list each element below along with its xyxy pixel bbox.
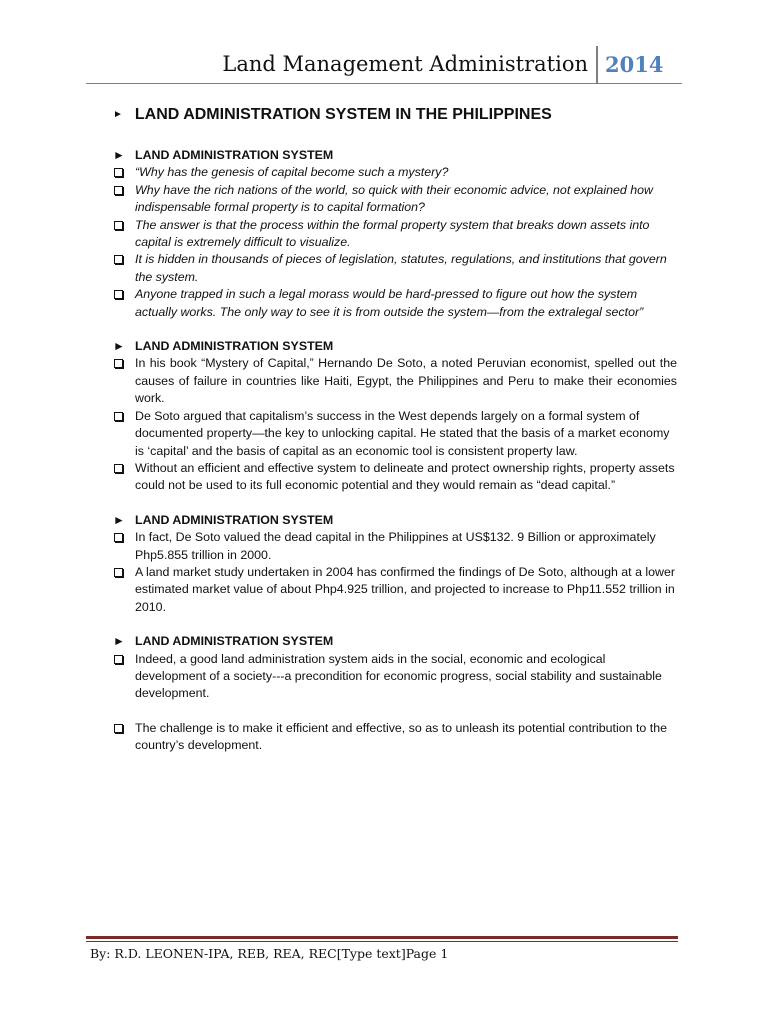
header-separator <box>596 46 598 84</box>
list-item-text: The challenge is to make it efficient and effective, so as to unleash its potential contribution to the country’s development. <box>135 720 667 753</box>
list-item-text: Anyone trapped in such a legal morass would be hard-pressed to figure out how the system actually works. The only way to see it is from outside the system—from the extralegal sector” <box>135 287 644 319</box>
list-item-text: A land market study undertaken in 2004 has confirmed the findings of De Soto, although at a lower estimated market value of about Php4.925 trillion, and projected to increase to Php11.552 trillion in 2010. <box>135 564 676 614</box>
list-item-text: It is hidden in thousands of pieces of legislation, statutes, regulations, and institutions that govern the system. <box>135 252 667 284</box>
list-item <box>113 408 677 460</box>
list-item <box>113 651 677 703</box>
list-item-text: De Soto argued that capitalism’s success in the West depends largely on a formal system of documented property—the key to unlocking capital. He stated that the basis of a market economy is ‘capital’ and the basis of capital as an economic tool is consistent property law. <box>135 408 670 458</box>
checkbox-bullet-icon <box>113 564 135 616</box>
list-item-text: In his book “Mystery of Capital,” Hernando De Soto, a noted Peruvian economist, spelled out the causes of failure in countries like Haiti, Egypt, the Philippines and Peru to make their economies work. <box>135 356 677 406</box>
checkbox-bullet-icon <box>113 182 135 217</box>
list-item <box>113 217 677 252</box>
checkbox-bullet-icon <box>113 651 135 703</box>
section-heading <box>113 633 677 650</box>
checkbox-bullet-icon <box>113 217 135 252</box>
footer-text: By: R.D. LEONEN-IPA, REB, REA, REC[Type text]Page 1 <box>90 946 449 961</box>
section-4 <box>113 633 677 754</box>
checkbox-bullet-icon <box>113 460 135 495</box>
list-item <box>113 720 677 755</box>
checkbox-bullet-icon <box>113 251 135 286</box>
checkbox-bullet-icon <box>113 286 135 321</box>
page-title-text: LAND ADMINISTRATION SYSTEM IN THE PHILIPPINES <box>134 106 552 123</box>
content-body <box>113 147 677 772</box>
page-title <box>113 106 552 124</box>
triangle-bullet-icon: ► <box>113 109 123 120</box>
footer-rule-thin <box>86 941 678 942</box>
arrow-bullet-icon: ► <box>113 634 125 649</box>
spacer <box>113 703 677 720</box>
section-heading-text: LAND ADMINISTRATION SYSTEM <box>135 148 334 162</box>
list-item-text: Indeed, a good land administration system aids in the social, economic and ecological development of a society---a precondition for economic progress, social stability and sustainable development. <box>135 651 662 701</box>
section-heading-text: LAND ADMINISTRATION SYSTEM <box>135 339 334 354</box>
checkbox-bullet-icon <box>113 408 135 460</box>
checkbox-bullet-icon <box>113 355 135 407</box>
header-year: 2014 <box>605 52 664 77</box>
section-1 <box>113 147 677 321</box>
section-3 <box>113 512 677 616</box>
list-item <box>113 182 677 217</box>
section-2 <box>113 338 677 495</box>
checkbox-bullet-icon <box>113 720 135 755</box>
header-title: Land Management Administration <box>222 52 588 76</box>
section-heading <box>113 338 677 355</box>
checkbox-bullet-icon <box>113 529 135 564</box>
arrow-bullet-icon: ► <box>113 148 125 162</box>
footer-rule-thick <box>86 936 678 939</box>
list-item-text: In fact, De Soto valued the dead capital in the Philippines at US$132. 9 Billion or approximately Php5.855 trillion in 2000. <box>135 530 656 562</box>
list-item <box>113 529 677 564</box>
header-rule <box>86 83 682 84</box>
list-item-text: Why have the rich nations of the world, so quick with their economic advice, not explained how indispensable formal property is to capital formation? <box>135 182 653 215</box>
arrow-bullet-icon: ► <box>113 512 125 527</box>
list-item <box>113 564 677 616</box>
section-heading <box>113 147 677 164</box>
list-item <box>113 460 677 495</box>
section-heading-text: LAND ADMINISTRATION SYSTEM <box>135 512 334 527</box>
list-item <box>113 164 677 181</box>
list-item-text: “Why has the genesis of capital become such a mystery? <box>135 165 449 180</box>
checkbox-bullet-icon <box>113 164 135 181</box>
list-item-text: The answer is that the process within the formal property system that breaks down assets into capital is extremely difficult to visualize. <box>135 217 650 250</box>
arrow-bullet-icon: ► <box>113 339 125 354</box>
list-item-text: Without an efficient and effective system to delineate and protect ownership rights, property assets could not be used to its full economic potential and they would remain as “dead capital.” <box>135 460 675 493</box>
section-heading-text: LAND ADMINISTRATION SYSTEM <box>135 634 334 649</box>
list-item <box>113 251 677 286</box>
list-item <box>113 286 677 321</box>
section-heading <box>113 512 677 529</box>
list-item <box>113 355 677 407</box>
